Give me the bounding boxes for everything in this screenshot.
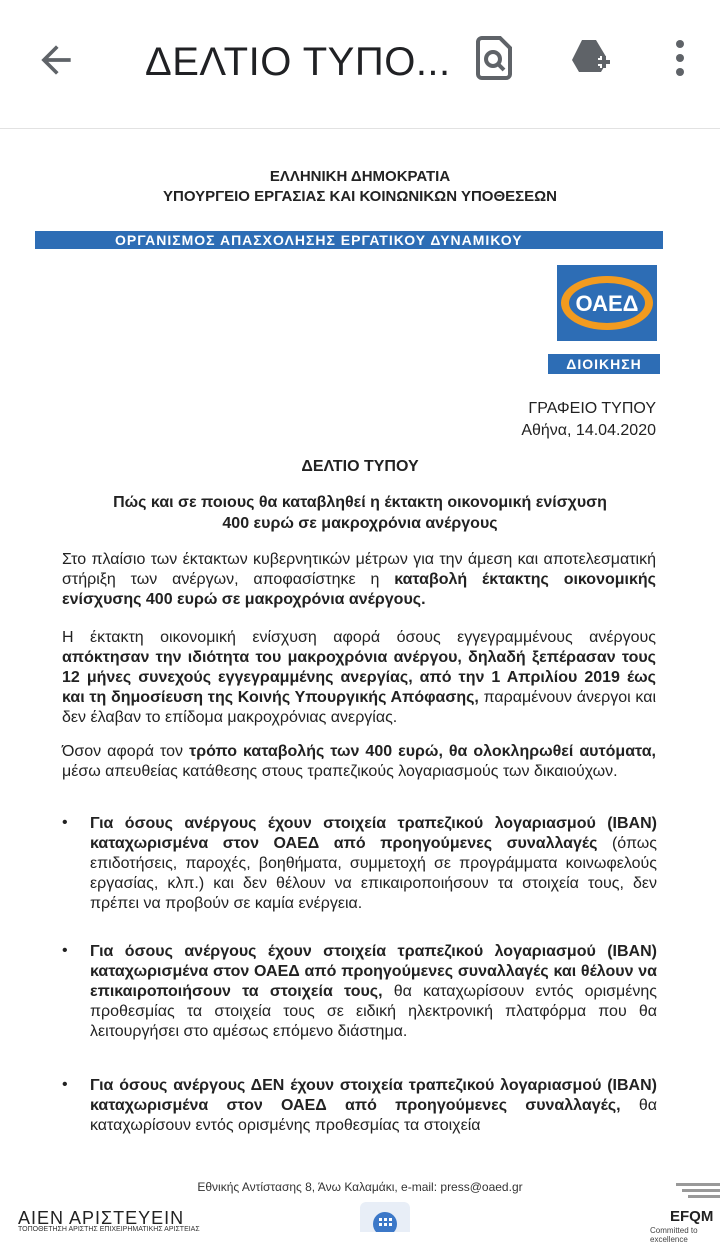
aien-logo: ΑΙΕΝ ΑΡΙΣΤΕΥΕΙΝ <box>18 1208 185 1228</box>
efqm-stripes-icon <box>676 1181 720 1201</box>
aien-logo-subtitle: ΤΟΠΟΘΕΤΗΣΗ ΑΡΙΣΤΗΣ ΕΠΙΧΕΙΡΗΜΑΤΙΚΗΣ ΑΡΙΣΤΕΙΑΣ <box>18 1226 200 1233</box>
bullet-1-marker: • <box>62 814 68 831</box>
b3-text: θα καταχωρίσουν εντός ορισμένης προθεσμίας τα στοιχεία <box>90 1097 657 1134</box>
organization-band <box>35 231 663 249</box>
subheading-line-2: 400 ευρώ σε μακροχρόνια ανέργους <box>222 515 498 532</box>
b2-text: θα καταχωρίσουν εντός ορισμένης προθεσμίας τα στοιχεία τους σε ειδική ηλεκτρονική πλατφόρμα που θα λειτουργήσει στο αμέσως επόμενο διάστημα. <box>90 983 657 1040</box>
press-office-block <box>521 398 656 442</box>
document-title: ΔΕΛΤΙΟ ΤΥΠΟ... <box>145 40 451 84</box>
bullet-1-text <box>90 814 657 914</box>
back-arrow-icon[interactable] <box>34 38 78 82</box>
p3-bold: τρόπο καταβολής των 400 ευρώ, θα ολοκληρωθεί αυτόματα, <box>189 743 657 760</box>
b1-bold: Για όσους ανέργους έχουν στοιχεία τραπεζικού λογαριασμού (IBAN) καταχωρισμένα στον ΟΑΕΔ από προηγούμενες συναλλαγές <box>90 815 657 852</box>
efqm-subtitle: Committed to excellence <box>650 1226 698 1244</box>
bullet-2-marker: • <box>62 942 68 959</box>
press-release-heading: ΔΕΛΤΙΟ ΤΥΠΟΥ <box>301 458 419 475</box>
efqm-logo: EFQM <box>670 1208 714 1225</box>
press-office-label: ΓΡΑΦΕΙΟ ΤΥΠΟΥ <box>528 400 656 417</box>
p3-text-b: μέσω απευθείας κατάθεσης στους τραπεζικούς λογαριασμούς των δικαιούχων. <box>62 763 618 780</box>
app-bar <box>0 0 720 129</box>
bullet-2-text <box>90 942 657 1042</box>
bullet-3-marker: • <box>62 1076 68 1093</box>
more-vert-icon[interactable] <box>656 34 704 82</box>
drive-add-icon[interactable] <box>566 34 614 82</box>
bullet-3-text <box>90 1076 657 1136</box>
p1-bold: καταβολή έκτακτης οικονομικής ενίσχυσης 400 ευρώ σε μακροχρόνια ανέργους. <box>62 571 656 608</box>
administration-badge: ΔΙΟΙΚΗΣΗ <box>548 354 660 374</box>
paragraph-2 <box>62 628 656 728</box>
subheading-line-1: Πώς και σε ποιους θα καταβληθεί η έκτακτη οικονομική ενίσχυση <box>113 494 607 511</box>
oaed-logo-text: ΟΑΕΔ <box>575 291 639 316</box>
p1-text: Στο πλαίσιο των έκτακτων κυβερνητικών μέτρων για την άμεση και αποτελεσματική στήριξη των ανέργων, αποφασίστηκε η <box>62 551 656 588</box>
date-line: Αθήνα, 14.04.2020 <box>521 422 656 439</box>
press-release-subheading <box>60 492 660 534</box>
keyboard-toggle-button[interactable] <box>360 1202 410 1232</box>
oaed-logo <box>557 265 657 341</box>
republic-header: ΕΛΛΗΝΙΚΗ ΔΗΜΟΚΡΑΤΙΑ <box>269 168 451 185</box>
b1-text: (όπως επιδοτήσεις, παροχές, βοηθήματα, συμμετοχή σε προγράμματα κοινωφελούς εργασίας, κλπ.) και δεν θέλουν να επικαιροποιήσουν τα στοιχεία τους, δεν πρέπει να προβούν σε καμία ενέργεια. <box>90 835 657 912</box>
document-page <box>0 128 720 1244</box>
grid-icon <box>360 1202 410 1232</box>
footer-address: Εθνικής Αντίστασης 8, Άνω Καλαμάκι, e-mail: press@oaed.gr <box>197 1180 523 1194</box>
search-document-icon[interactable] <box>470 34 518 82</box>
ministry-header: ΥΠΟΥΡΓΕΙΟ ΕΡΓΑΣΙΑΣ ΚΑΙ ΚΟΙΝΩΝΙΚΩΝ ΥΠΟΘΕΣΕΩΝ <box>163 188 557 205</box>
p2-text-a: Η έκτακτη οικονομική ενίσχυση αφορά όσους εγγεγραμμένους ανέργους <box>62 629 656 646</box>
p2-text-b: παραμένουν άνεργοι και δεν έλαβαν το επίδομα μακροχρόνιας ανεργίας. <box>62 689 656 726</box>
p3-text-a: Όσον αφορά τον <box>62 743 190 760</box>
paragraph-3 <box>62 742 656 782</box>
p2-bold: απόκτησαν την ιδιότητα του μακροχρόνια ανέργου, δηλαδή ξεπέρασαν τους 12 μήνες συνεχούς εγγεγραμμένης ανεργίας, από την 1 Απριλίου 2019 έως και τη δημοσίευση της Κοινής Υπουργικής Απόφασης, <box>62 649 656 706</box>
b3-bold: Για όσους ανέργους ΔΕΝ έχουν στοιχεία τραπεζικού λογαριασμού (IBAN) καταχωρισμένα στον ΟΑΕΔ από προηγούμενες συναλλαγές, <box>90 1077 657 1114</box>
paragraph-1 <box>62 550 656 610</box>
b2-bold: Για όσους ανέργους έχουν στοιχεία τραπεζικού λογαριασμού (IBAN) καταχωρισμένα στον ΟΑΕΔ από προηγούμενες συναλλαγές και θέλουν να επικαιροποιήσουν τα στοιχεία τους, <box>90 943 657 1000</box>
organization-name: ΟΡΓΑΝΙΣΜΟΣ ΑΠΑΣΧΟΛΗΣΗΣ ΕΡΓΑΤΙΚΟΥ ΔΥΝΑΜΙΚΟΥ <box>115 232 523 248</box>
